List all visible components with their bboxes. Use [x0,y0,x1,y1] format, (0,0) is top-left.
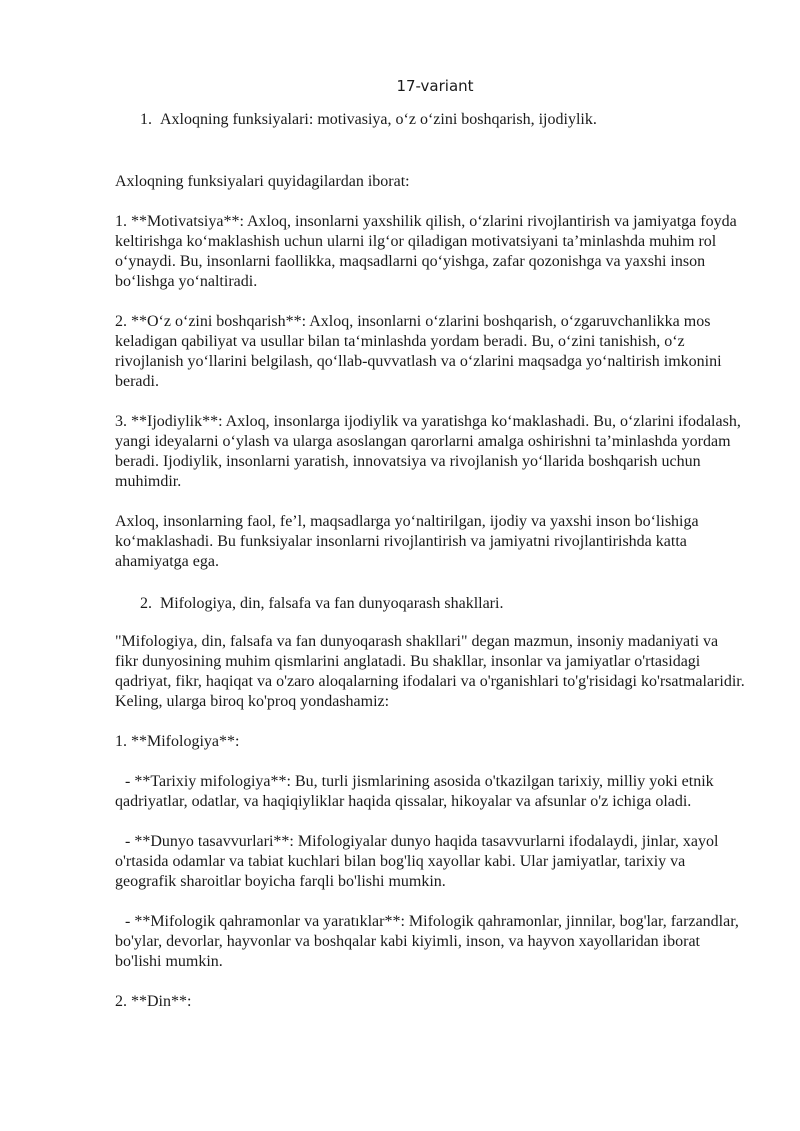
mythology-heading: 1. **Mifologiya**: [115,733,240,750]
motivation-paragraph: 1. **Motivatsiya**: Axloq, insonlarni yaxshilik qilish, o‘zlarini rivojlantirish va jamiyatga foyda keltirishga ko‘maklashish uchun ularni ilg‘or qiladigan motivatsiyani ta’minlashda muhim rol o‘ynaydi. Bu, insonlarni faollikka, maqsadlarni qo‘yishga, zafar qozonishga va yaxshi inson bo‘lishga yo‘naltiradi. [115,213,737,290]
religion-heading: 2. **Din**: [115,993,192,1010]
world-views-bullet: - **Dunyo tasavvurlari**: Mifologiyalar dunyo haqida tasavvurlarni ifodalaydi, jinlar, xayol o'rtasida odamlar va tabiat kuchlari bilan bog'liq xayollar kabi. Ular jamiyatlar, tarixiy va geografik sharoitlar boyicha farqli bo'lishi mumkin. [115,833,719,890]
creativity-paragraph: 3. **Ijodiylik**: Axloq, insonlarga ijodiylik va yaratishga ko‘maklashadi. Bu, o‘zlarini ifodalash, yangi ideyalarni o‘ylash va ularga asoslangan qarorlarni amalga oshirishni ta’minlashda yordam beradi. Ijodiylik, insonlarni yaratish, innovatsiya va rivojlanish yo‘llarida boshqarish uchun muhimdir. [115,413,741,490]
historical-mythology-bullet: - **Tarixiy mifologiya**: Bu, turli jismlarining asosida o'tkazilgan tarixiy, milliy yoki etnik qadriyatlar, odatlar, va haqiqiyliklar haqida qissalar, hikoyalar va afsunlar o'z ichiga oladi. [115,773,714,810]
section-2-intro: "Mifologiya, din, falsafa va fan dunyoqarash shakllari" degan mazmun, insoniy madaniyati va fikr dunyosining muhim qismlarini anglatadi. Bu shakllar, insonlar va jamiyatlar o'rtasidagi qadriyat, fikr, haqiqat va o'zaro aloqalarning ifodalari va o'rganishlari to'g'risidagi ko'rsatmalaridir. Keling, ularga biroq ko'proq yondashamiz: [115,633,745,710]
section-2-title: Mifologiya, din, falsafa va fan dunyoqarash shakllari. [160,595,504,612]
section-1-heading [115,110,745,130]
section-1-intro: Axloqning funksiyalari quyidagilardan iborat: [115,173,410,190]
self-control-paragraph: 2. **O‘z o‘zini boshqarish**: Axloq, insonlarni o‘zlarini boshqarish, o‘zgaruvchanlikka mos keladigan qabiliyat va usullar bilan ta‘minlashda yordam beradi. Bu, o‘zini tanishish, o‘z rivojlanish yo‘llarini belgilash, qo‘llab-quvvatlash va o‘zlarini maqsadga yo‘naltirish imkonini beradi. [115,313,722,390]
section-2-number: 2. [140,595,152,612]
section-1-title: Axloqning funksiyalari: motivasiya, o‘z o‘zini boshqarish, ijodiylik. [160,111,597,128]
page-header: 17-variant [396,77,474,95]
document-page [115,76,745,1012]
mythological-heroes-bullet: - **Mifologik qahramonlar va yaratıklar**: Mifologik qahramonlar, jinnilar, bog'lar, farzandlar, bo'ylar, devorlar, hayvonlar va boshqalar kabi kiyimli, inson, va hayvon xayollaridan iborat bo'lishi mumkin. [115,913,739,970]
section-2-heading [115,594,745,614]
section-1-number: 1. [140,111,152,128]
section-1-conclusion: Axloq, insonlarning faol, fe’l, maqsadlarga yo‘naltirilgan, ijodiy va yaxshi inson bo‘lishiga ko‘maklashadi. Bu funksiyalar insonlarni rivojlantirish va jamiyatni rivojlantirishda katta ahamiyatga ega. [115,513,699,570]
